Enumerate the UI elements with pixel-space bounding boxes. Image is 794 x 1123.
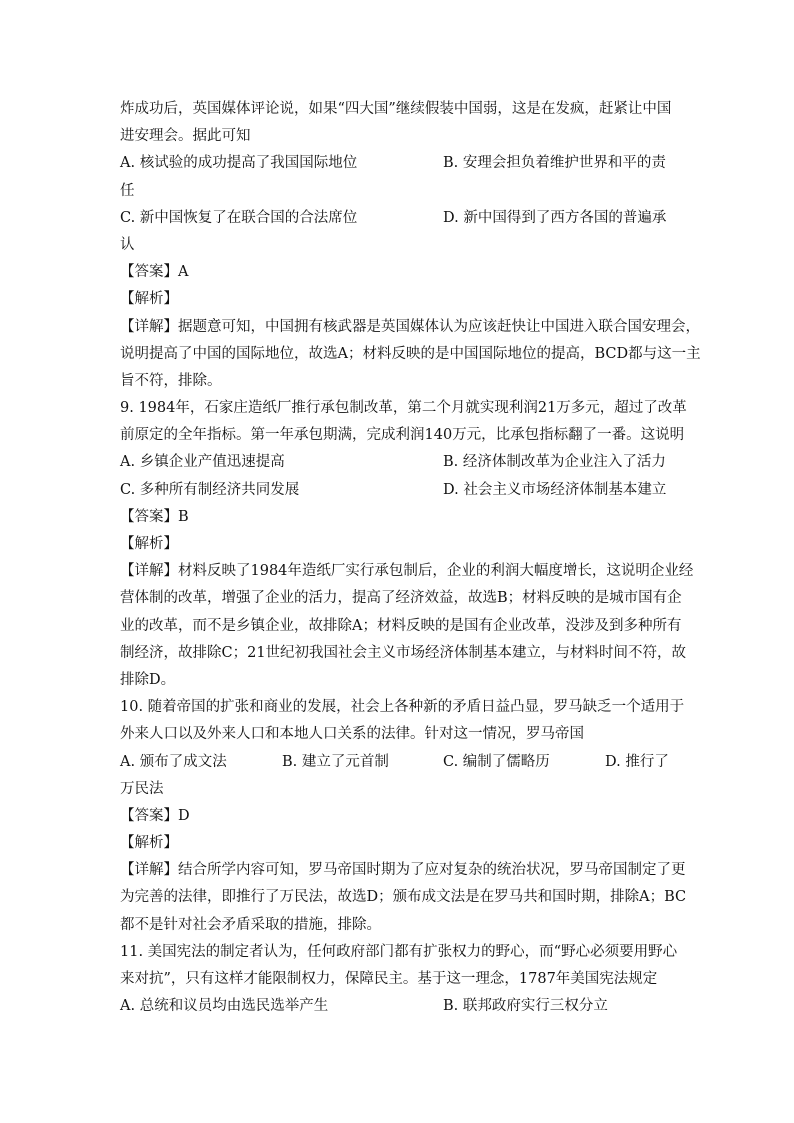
question-8 — [120, 96, 701, 395]
option-d-wrap: 万民法 — [120, 780, 164, 797]
options-row — [120, 749, 680, 776]
option-c: C. 编制了儒略历 — [443, 753, 550, 770]
analysis-label: 【解析】 — [120, 291, 178, 308]
detail-line: 【详解】结合所学内容可知，罗马帝国时期为了应对复杂的统治状况，罗马帝国制定了更 — [120, 862, 686, 879]
option-b-wrap: 任 — [120, 182, 135, 199]
option-d: D. 新中国得到了西方各国的普遍承 — [443, 209, 667, 226]
option-b: B. 经济体制改革为企业注入了活力 — [443, 454, 666, 471]
question-stem-line: 9. 1984年，石家庄造纸厂推行承包制改革，第二个月就实现利润21万多元，超过了改革 — [120, 400, 687, 417]
options-row — [120, 150, 680, 177]
answer: 【答案】A — [120, 264, 189, 281]
option-d-wrap: 认 — [120, 236, 135, 253]
option-d: D. 推行了 — [605, 753, 669, 770]
document-page — [120, 96, 701, 1020]
question-10 — [120, 694, 687, 939]
answer: 【答案】D — [120, 807, 190, 824]
detail-line: 制经济，故排除C；21世纪初我国社会主义市场经济体制基本建立，与材料时间不符，故 — [120, 644, 687, 661]
detail-line: 说明提高了中国的国际地位，故选A；材料反映的是中国国际地位的提高，BCD都与这一主 — [120, 345, 701, 362]
question-stem-line: 来对抗”，只有这样才能限制权力，保障民主。基于这一理念，1787年美国宪法规定 — [120, 971, 658, 987]
question-9 — [120, 395, 694, 694]
option-a: A. 核试验的成功提高了我国国际地位 — [120, 155, 358, 172]
question-stem-line: 炸成功后，英国媒体评论说，如果“四大国”继续假装中国弱，这是在发疯，赶紧让中国 — [120, 101, 672, 117]
question-stem-line: 11. 美国宪法的制定者认为，任何政府部门都有扩张权力的野心，而“野心必须要用野心 — [120, 943, 678, 960]
options-row — [120, 205, 680, 232]
option-c: C. 新中国恢复了在联合国的合法席位 — [120, 209, 358, 226]
detail-line: 旨不符，排除。 — [120, 372, 222, 389]
option-b: B. 联邦政府实行三权分立 — [443, 998, 608, 1015]
detail-line: 【详解】材料反映了1984年造纸厂实行承包制后，企业的利润大幅度增长，这说明企业经 — [120, 563, 694, 580]
options-row — [120, 993, 680, 1020]
question-stem-line: 前原定的全年指标。第一年承包期满，完成利润140万元，比承包指标翻了一番。这说明 — [120, 427, 685, 444]
options-row — [120, 477, 680, 504]
question-stem-line: 外来人口以及外来人口和本地人口关系的法律。针对这一情况，罗马帝国 — [120, 726, 584, 743]
option-b: B. 建立了元首制 — [282, 753, 389, 770]
option-c: C. 多种所有制经济共同发展 — [120, 481, 300, 498]
option-b: B. 安理会担负着维护世界和平的责 — [443, 155, 666, 172]
detail-line: 排除D。 — [120, 671, 176, 688]
analysis-label: 【解析】 — [120, 536, 178, 552]
option-a: A. 乡镇企业产值迅速提高 — [120, 454, 285, 471]
option-a: A. 颁布了成文法 — [120, 753, 227, 770]
analysis-label: 【解析】 — [120, 835, 178, 852]
detail-line: 业的改革，而不是乡镇企业，故排除A；材料反映的是国有企业改革，没涉及到多种所有 — [120, 617, 682, 634]
question-stem-line: 进安理会。据此可知 — [120, 128, 251, 145]
options-row — [120, 449, 680, 476]
detail-line: 营体制的改革，增强了企业的活力，提高了经济效益，故选B；材料反映的是城市国有企 — [120, 590, 682, 607]
answer: 【答案】B — [120, 508, 189, 525]
question-11 — [120, 939, 680, 1021]
detail-line: 【详解】据题意可知，中国拥有核武器是英国媒体认为应该赶快让中国进入联合国安理会， — [120, 318, 700, 335]
detail-line: 都不是针对社会矛盾采取的措施，排除。 — [120, 916, 381, 933]
option-d: D. 社会主义市场经济体制基本建立 — [443, 481, 667, 498]
option-a: A. 总统和议员均由选民选举产生 — [120, 998, 329, 1015]
question-stem-line: 10. 随着帝国的扩张和商业的发展，社会上各种新的矛盾日益凸显，罗马缺乏一个适用于 — [120, 699, 685, 716]
detail-line: 为完善的法律，即推行了万民法，故选D；颁布成文法是在罗马共和国时期，排除A；BC — [120, 889, 687, 906]
